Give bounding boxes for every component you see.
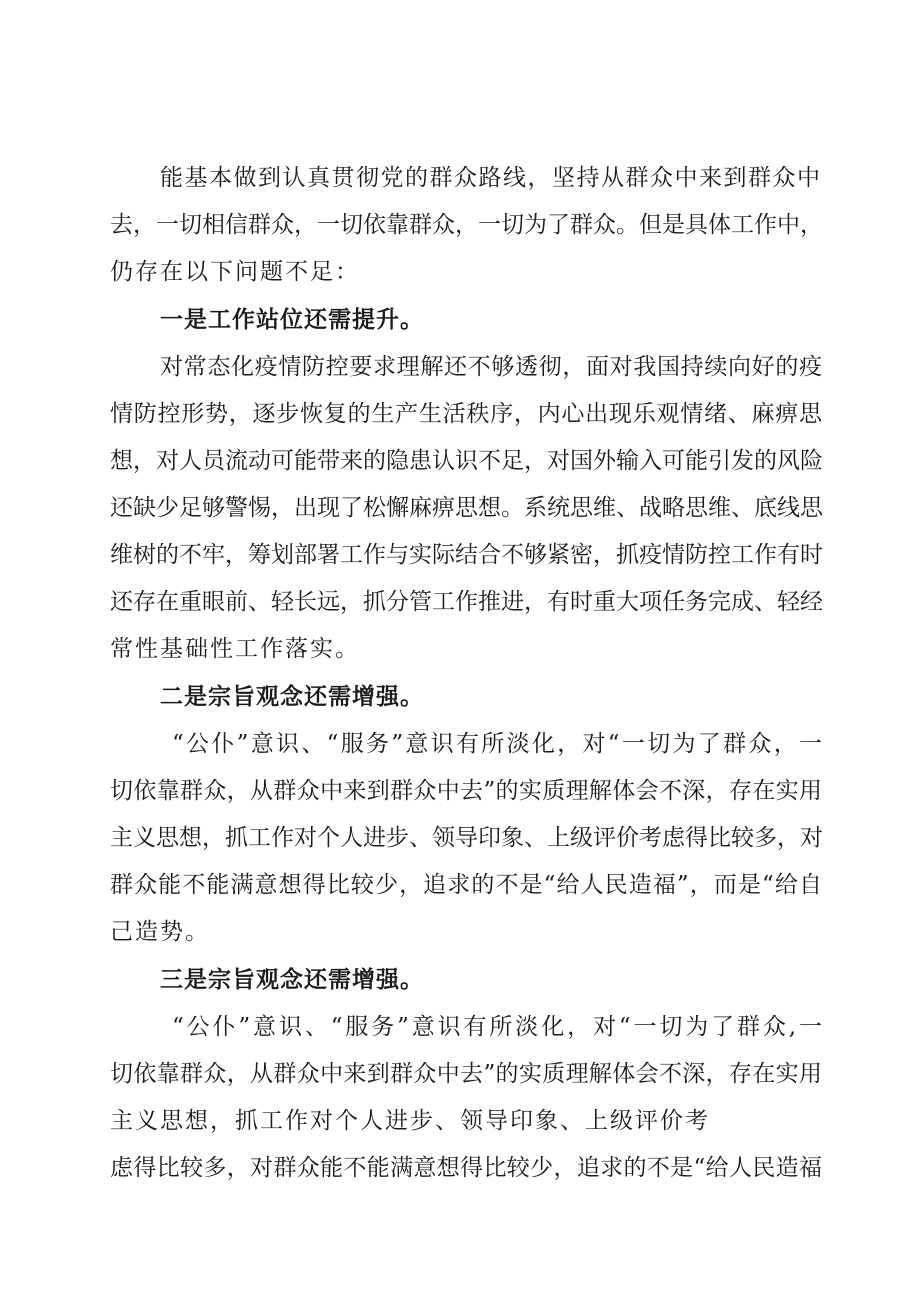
paragraph-line: 主义思想，抓工作对个人进步、领导印象、上级评价考	[110, 1108, 710, 1134]
paragraph-line: 己造势。	[110, 919, 210, 945]
paragraph-line: 群众能不能满意想得比较少，追求的不是“给人民造福”，而是“给自	[110, 872, 822, 898]
paragraph-line: 还存在重眼前、轻长远，抓分管工作推进，有时重大项任务完成、轻经	[110, 589, 823, 615]
section-heading: 三是宗旨观念还需增强。	[160, 967, 424, 993]
paragraph-line: 还缺少足够警惕，出现了松懈麻痹思想。系统思维、战略思维、底线思	[110, 495, 823, 521]
paragraph-line: 虑得比较多，对群众能不能满意想得比较少，追求的不是“给人民造福	[110, 1155, 822, 1181]
paragraph-line: 切依靠群众，从群众中来到群众中去”的实质理解体会不深，存在实用	[110, 1061, 822, 1087]
paragraph-line: 仍存在以下问题不足：	[110, 259, 360, 285]
paragraph-line: 能基本做到认真贯彻党的群众路线，坚持从群众中来到群众中	[160, 165, 822, 191]
section-heading: 一是工作站位还需提升。	[160, 307, 424, 333]
paragraph-line: 去，一切相信群众，一切依靠群众，一切为了群众。但是具体工作中，	[110, 212, 823, 238]
section-heading: 二是宗旨观念还需增强。	[160, 684, 424, 710]
paragraph-line: 对常态化疫情防控要求理解还不够透彻，面对我国持续向好的疫	[160, 354, 822, 380]
paragraph-line: 常性基础性工作落实。	[110, 636, 360, 662]
paragraph-line: “公仆”意识、“服务”意识有所淡化，对“一切为了群众，一	[172, 731, 822, 757]
paragraph-line: 情防控形势，逐步恢复的生产生活秩序，内心出现乐观情绪、麻痹思	[110, 401, 822, 427]
paragraph-line: 切依靠群众，从群众中来到群众中去”的实质理解体会不深，存在实用	[110, 778, 822, 804]
paragraph-line: 维树的不牢，筹划部署工作与实际结合不够紧密，抓疫情防控工作有时	[110, 542, 823, 568]
paragraph-line: 想，对人员流动可能带来的隐患认识不足，对国外输入可能引发的风险	[110, 448, 823, 474]
paragraph-line: 主义思想，抓工作对个人进步、领导印象、上级评价考虑得比较多，对	[110, 825, 823, 851]
paragraph-line: “公仆”意识、“服务”意识有所淡化，对“一切为了群众,一	[172, 1014, 822, 1040]
